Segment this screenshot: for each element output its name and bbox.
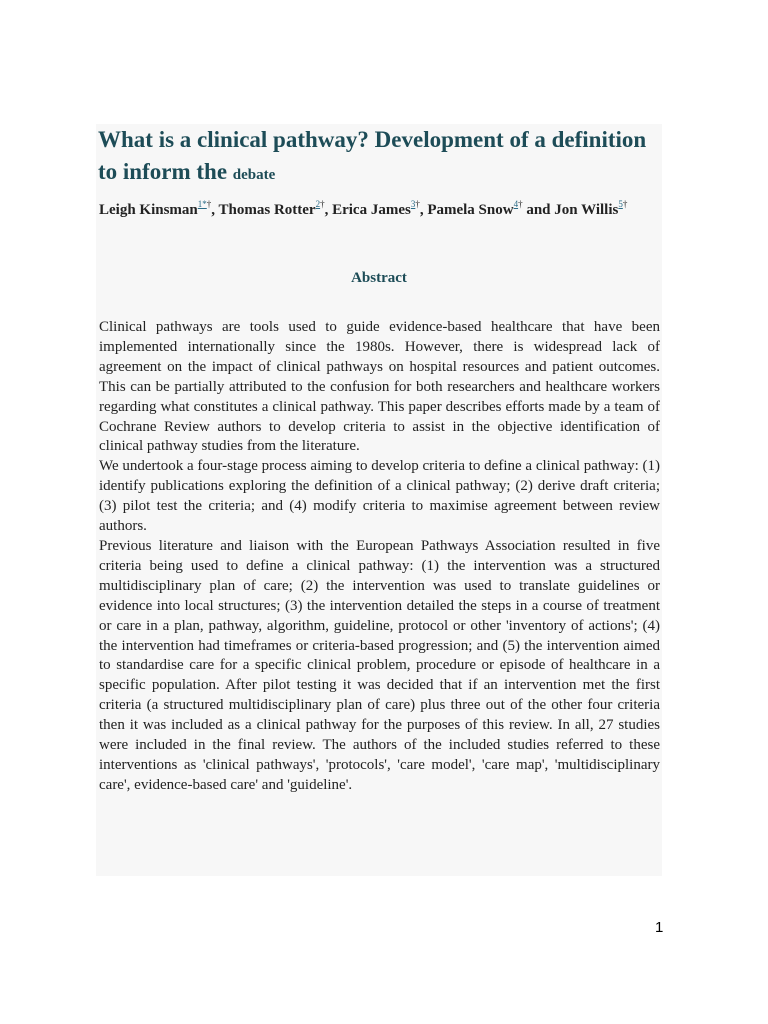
author-affiliation bbox=[411, 199, 420, 209]
author-affiliation bbox=[618, 199, 627, 209]
equal-contribution-mark: † bbox=[622, 199, 628, 209]
author-separator: , bbox=[211, 202, 219, 218]
author-name: Jon Willis bbox=[554, 202, 619, 218]
abstract-paragraph: We undertook a four-stage process aiming to develop criteria to define a clinical pathway: (1) identify publications exploring the definition of a clinical pathway; (2) derive draft criteria; (3) pilot test the criteria; and (4) modify criteria to maximise agreement between review authors. bbox=[99, 458, 660, 535]
page-number: 1 bbox=[655, 919, 664, 936]
affiliation-link[interactable]: 2 bbox=[315, 199, 321, 209]
affiliation-link[interactable]: 1* bbox=[197, 199, 207, 209]
equal-contribution-mark: † bbox=[206, 199, 212, 209]
author-affiliation bbox=[316, 199, 325, 209]
abstract-body bbox=[99, 318, 660, 796]
author-name: Leigh Kinsman bbox=[99, 202, 198, 218]
equal-contribution-mark: † bbox=[320, 199, 325, 209]
author-separator: and bbox=[522, 202, 555, 218]
abstract-heading: Abstract bbox=[351, 270, 407, 286]
author-name: Erica James bbox=[332, 202, 411, 218]
abstract-paragraph: Previous literature and liaison with the European Pathways Association resulted in five criteria being used to define a clinical pathway: (1) the intervention was a structured multidisciplinary plan of care; (2) the intervention was used to translate guidelines or evidence into local structures; (3) the intervention detailed the steps in a course of treatment or care in a plan, pathway, algorithm, guideline, protocol or other 'inventory of actions'; (4) the intervention had timeframes or criteria-based progression; and (5) the intervention aimed to standardise care for a specific clinical problem, procedure or episode of healthcare in a specific population. After pilot testing it was decided that if an intervention met the first criteria (a structured multidisciplinary plan of care) plus three out of the other four criteria then it was included as a clinical pathway for the purposes of this review. In all, 27 studies were included in the final review. The authors of the included studies referred to these interventions as 'clinical pathways', 'protocols', 'care model', 'care map', 'multidisciplinary care', evidence-based care' and 'guideline'. bbox=[99, 537, 660, 793]
title-tail: debate bbox=[232, 167, 276, 183]
affiliation-link[interactable]: 4 bbox=[513, 199, 519, 209]
author-name: Pamela Snow bbox=[427, 202, 514, 218]
affiliation-link[interactable]: 3 bbox=[410, 199, 416, 209]
author-affiliation bbox=[198, 199, 212, 209]
equal-contribution-mark: † bbox=[415, 199, 420, 209]
author-list bbox=[99, 200, 661, 220]
author-separator: , bbox=[419, 202, 428, 218]
author-separator: , bbox=[324, 202, 333, 218]
author-name: Thomas Rotter bbox=[218, 202, 316, 218]
affiliation-link[interactable]: 5 bbox=[618, 199, 623, 209]
paper-title bbox=[98, 124, 658, 191]
title-main: What is a clinical pathway? Development of a definition to inform the bbox=[98, 127, 647, 184]
author-affiliation bbox=[514, 199, 523, 209]
equal-contribution-mark: † bbox=[518, 199, 523, 209]
abstract-paragraph: Clinical pathways are tools used to guide evidence-based healthcare that have been implemented internationally since the 1980s. However, there is widespread lack of agreement on the impact of clinical pathways on hospital resources and patient outcomes. This can be partially attributed to the confusion for both researchers and healthcare workers regarding what constitutes a clinical pathway. This paper describes efforts made by a team of Cochrane Review authors to develop criteria to assist in the objective identification of clinical pathway studies from the literature. bbox=[99, 319, 660, 455]
